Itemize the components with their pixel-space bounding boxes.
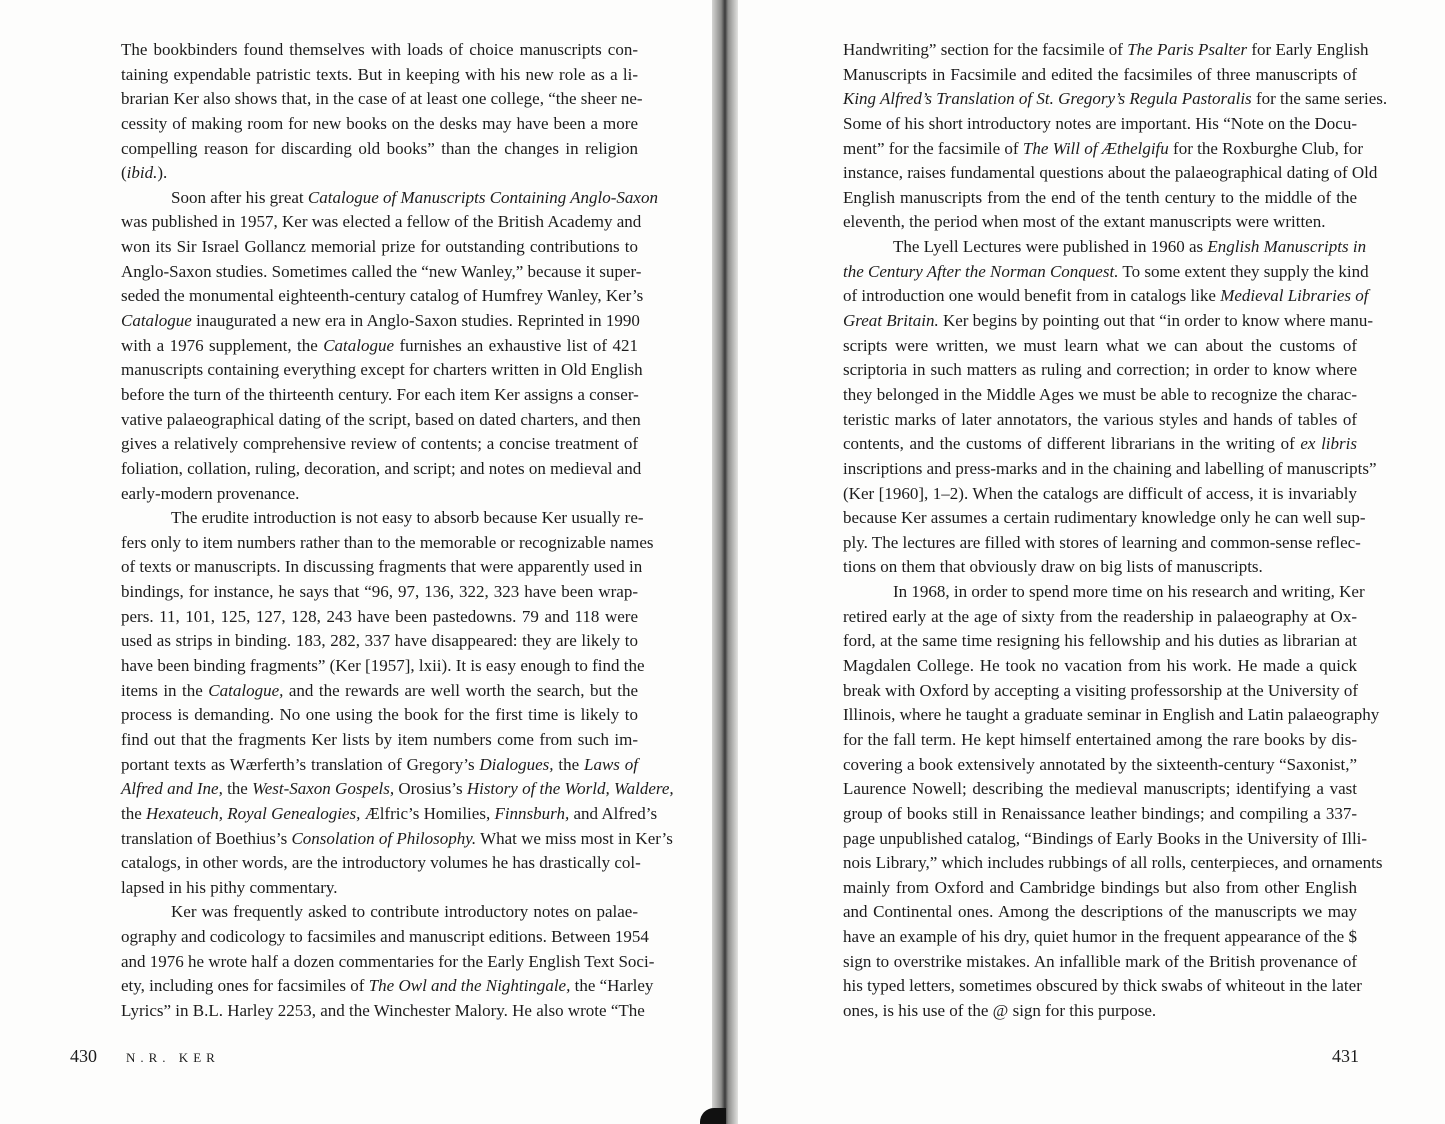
text-line: foliation, collation, ruling, decoration, and script; and notes on medieval and xyxy=(121,458,642,478)
text-line: Magdalen College. He took no vacation from his work. He made a quick xyxy=(843,656,1357,676)
text-line: seded the monumental eighteenth-century catalog of Humfrey Wanley, Ker’s xyxy=(121,286,644,306)
text-line: instance, raises fundamental questions about the palaeographical dating of Old xyxy=(843,163,1378,183)
right-page-number: 431 xyxy=(1332,1046,1359,1066)
text-line: fers only to item numbers rather than to the memorable or recognizable names xyxy=(121,532,654,552)
text-line: sign to overstrike mistakes. An infallible mark of the British provenance of xyxy=(843,951,1357,971)
text-line: have been binding fragments” (Ker [1957], lxii). It is easy enough to find the xyxy=(121,656,645,676)
text-line: ones, is his use of the @ sign for this purpose. xyxy=(843,1000,1157,1020)
text-line: his typed letters, sometimes obscured by thick swabs of whiteout in the later xyxy=(843,976,1362,996)
text-line: they belonged in the Middle Ages we must be able to recognize the charac- xyxy=(843,384,1357,404)
text-line: portant texts as Wærferth’s translation of Gregory’s Dialogues, the Laws of xyxy=(121,754,638,774)
text-line: The bookbinders found themselves with loads of choice manuscripts con- xyxy=(121,40,638,59)
text-line: vative palaeographical dating of the script, based on dated charters, and then xyxy=(121,409,641,429)
text-line: gives a relatively comprehensive review of contents; a concise treatment of xyxy=(121,434,638,454)
text-line: the Century After the Norman Conquest. To some extent they supply the kind xyxy=(843,261,1369,281)
text-line: Some of his short introductory notes are important. His “Note on the Docu- xyxy=(843,113,1357,133)
text-line: brarian Ker also shows that, in the case of at least one college, “the sheer ne- xyxy=(121,89,643,109)
text-line: manuscripts containing everything except for charters written in Old English xyxy=(121,360,643,380)
text-line: Manuscripts in Facsimile and edited the facsimiles of three manuscripts of xyxy=(843,64,1357,84)
text-line: of introduction one would benefit from in catalogs like Medieval Libraries of xyxy=(843,286,1369,306)
text-line: Lyrics” in B.L. Harley 2253, and the Winchester Malory. He also wrote “The xyxy=(121,1000,645,1020)
text-line: Alfred and Ine, the West-Saxon Gospels, Orosius’s History of the World, Waldere, xyxy=(121,779,674,799)
text-line: page unpublished catalog, “Bindings of Early Books in the University of Illi- xyxy=(843,828,1368,848)
text-line: contents, and the customs of different librarians in the writing of ex libris xyxy=(843,434,1357,454)
text-line: the Hexateuch, Royal Genealogies, Ælfric’s Homilies, Finnsburh, and Alfred’s xyxy=(121,803,658,823)
text-line: find out that the fragments Ker lists by item numbers come from such im- xyxy=(121,729,638,749)
text-line: process is demanding. No one using the book for the first time is likely to xyxy=(121,705,638,725)
text-line: early-modern provenance. xyxy=(121,483,300,503)
text-line: lapsed in his pithy commentary. xyxy=(121,877,338,897)
text-line: bindings, for instance, he says that “96, 97, 136, 322, 323 have been wrap- xyxy=(121,582,638,602)
text-line: for the fall term. He kept himself entertained among the rare books by dis- xyxy=(843,729,1357,749)
right-page xyxy=(722,0,1445,1124)
text-line: cessity of making room for new books on the desks may have been a more xyxy=(121,113,638,133)
text-line: ography and codicology to facsimiles and manuscript editions. Between 1954 xyxy=(121,927,649,947)
left-page-body xyxy=(121,38,674,1024)
text-line: ford, at the same time resigning his fellowship and his duties as librarian at xyxy=(843,631,1357,651)
text-line: compelling reason for discarding old books” than the changes in religion xyxy=(121,138,638,158)
text-line: The Lyell Lectures were published in 1960 as English Manuscripts in xyxy=(893,237,1367,257)
text-line: scriptoria in such matters as ruling and correction; in order to know where xyxy=(843,360,1357,380)
left-page xyxy=(0,0,722,1124)
text-line: was published in 1957, Ker was elected a fellow of the British Academy and xyxy=(121,212,642,232)
text-line: English manuscripts from the end of the tenth century to the middle of the xyxy=(843,187,1357,207)
text-line: with a 1976 supplement, the Catalogue furnishes an exhaustive list of 421 xyxy=(121,335,638,355)
text-line: (Ker [1960], 1–2). When the catalogs are difficult of access, it is invariably xyxy=(843,483,1357,503)
text-line: Handwriting” section for the facsimile of The Paris Psalter for Early English xyxy=(843,40,1369,59)
text-line: taining expendable patristic texts. But in keeping with his new role as a li- xyxy=(121,64,638,84)
text-line: Anglo-Saxon studies. Sometimes called the “new Wanley,” because it super- xyxy=(121,261,642,281)
text-line: translation of Boethius’s Consolation of Philosophy. What we miss most in Ker’s xyxy=(121,828,673,848)
text-line: inscriptions and press-marks and in the chaining and labelling of manuscripts” xyxy=(843,458,1377,478)
text-line: have an example of his dry, quiet humor in the frequent appearance of the $ xyxy=(843,927,1357,947)
text-line: In 1968, in order to spend more time on his research and writing, Ker xyxy=(893,582,1365,602)
text-line: (ibid.). xyxy=(121,163,168,183)
text-line: items in the Catalogue, and the rewards are well worth the search, but the xyxy=(121,680,638,700)
text-line: break with Oxford by accepting a visiting professorship at the University of xyxy=(843,680,1359,700)
text-line: Laurence Nowell; describing the medieval manuscripts; identifying a vast xyxy=(843,779,1357,799)
gutter-shadow xyxy=(700,1108,726,1124)
text-line: nois Library,” which includes rubbings of all rolls, centerpieces, and ornaments xyxy=(843,853,1383,873)
left-page-number: 430 xyxy=(70,1046,97,1066)
text-line: won its Sir Israel Gollancz memorial prize for outstanding contributions to xyxy=(121,237,638,257)
text-line: because Ker assumes a certain rudimentary knowledge only he can well sup- xyxy=(843,508,1366,528)
text-line: ety, including ones for facsimiles of The Owl and the Nightingale, the “Harley xyxy=(121,976,654,996)
book-gutter xyxy=(712,0,738,1124)
text-line: eleventh, the period when most of the extant manuscripts were written. xyxy=(843,212,1326,232)
text-line: before the turn of the thirteenth century. For each item Ker assigns a conser- xyxy=(121,384,639,404)
text-line: pers. 11, 101, 125, 127, 128, 243 have been pastedowns. 79 and 118 were xyxy=(121,606,638,626)
text-line: ply. The lectures are filled with stores of learning and common-sense reflec- xyxy=(843,532,1361,552)
text-line: Soon after his great Catalogue of Manuscripts Containing Anglo-Saxon xyxy=(171,187,658,207)
text-line: Catalogue inaugurated a new era in Anglo-Saxon studies. Reprinted in 1990 xyxy=(121,311,640,331)
text-line: and Continental ones. Among the descriptions of the manuscripts we may xyxy=(843,902,1357,922)
text-line: King Alfred’s Translation of St. Gregory’s Regula Pastoralis for the same series. xyxy=(843,89,1388,109)
text-line: Ker was frequently asked to contribute introductory notes on palae- xyxy=(171,902,638,922)
text-line: of texts or manuscripts. In discussing fragments that were apparently used in xyxy=(121,557,643,577)
text-line: and 1976 he wrote half a dozen commentaries for the Early English Text Soci- xyxy=(121,951,655,971)
text-line: Illinois, where he taught a graduate seminar in English and Latin palaeography xyxy=(843,705,1380,725)
text-line: covering a book extensively annotated by the sixteenth-century “Saxonist,” xyxy=(843,754,1357,774)
right-page-body xyxy=(843,38,1388,1024)
text-line: scripts were written, we must learn what we can about the customs of xyxy=(843,335,1357,355)
text-line: Great Britain. Ker begins by pointing out that “in order to know where manu- xyxy=(843,311,1374,331)
text-line: retired early at the age of sixty from the readership in palaeography at Ox- xyxy=(843,606,1357,626)
text-line: catalogs, in other words, are the introductory volumes he has drastically col- xyxy=(121,853,641,873)
text-line: The erudite introduction is not easy to absorb because Ker usually re- xyxy=(171,508,644,528)
text-line: tions on them that obviously draw on big lists of manuscripts. xyxy=(843,557,1263,577)
text-line: group of books still in Renaissance leather bindings; and compiling a 337- xyxy=(843,803,1357,823)
text-line: teristic marks of later annotators, the various styles and hands of tables of xyxy=(843,409,1357,429)
text-line: used as strips in binding. 183, 282, 337 have disappeared: they are likely to xyxy=(121,631,638,651)
running-head: N.R. KER xyxy=(126,1050,220,1065)
text-line: ment” for the facsimile of The Will of Æthelgifu for the Roxburghe Club, for xyxy=(843,138,1363,158)
text-line: mainly from Oxford and Cambridge bindings but also from other English xyxy=(843,877,1357,897)
